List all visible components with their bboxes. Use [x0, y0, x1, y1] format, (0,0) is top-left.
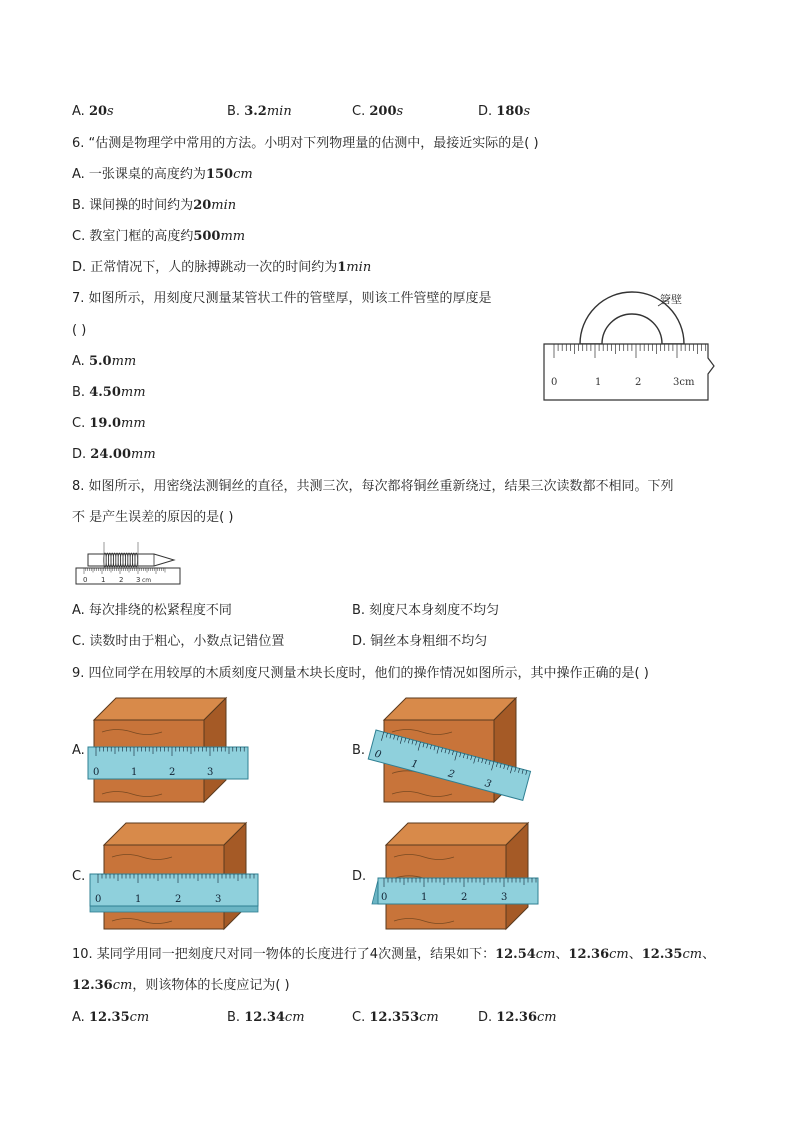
q9-ruler-tick-label: 1 [131, 767, 138, 778]
q9-label-d: D. [352, 869, 367, 884]
q9-ruler-tick-label: 3 [483, 778, 493, 791]
q6-option-d: D. 正常情况下，人的脉搏跳动一次的时间约为1min [72, 260, 372, 275]
q6-stem: 6. “估测是物理学中常用的方法。小明对下列物理量的估测中，最接近实际的是( ) [72, 136, 539, 151]
q8-tick-1: 1 [101, 576, 106, 584]
q7-label-guanbi: 管壁 [660, 293, 682, 306]
q9-figure-d [364, 820, 544, 934]
q8-copper-coil [104, 553, 138, 567]
q10-stem-line2: 12.36cm，则该物体的长度应记为( ) [72, 978, 290, 993]
q7-tick-0: 0 [551, 377, 558, 388]
q10-option-d: D. 12.36cm [478, 1010, 557, 1025]
q9-stem: 9. 四位同学在用较厚的木质刻度尺测量木块长度时，他们的操作情况如图所示，其中操作正确的是( ) [72, 666, 649, 681]
q9-label-b: B. [352, 743, 366, 758]
q10-option-c: C. 12.353cm [352, 1010, 439, 1025]
q5-option-b: B. 3.2min [227, 104, 292, 119]
q9-ruler-tick-label: 1 [410, 758, 420, 771]
q7-option-c: C. 19.0mm [72, 416, 146, 431]
q10-option-a: A. 12.35cm [72, 1010, 150, 1025]
q9-figure-a [84, 695, 254, 807]
q7-tick-2: 2 [635, 377, 642, 388]
q9-ruler-tick-label: 2 [175, 894, 182, 905]
q7-stem: 7. 如图所示，用刻度尺测量某管状工件的管壁厚，则该工件管壁的厚度是 [72, 291, 492, 306]
q9-label-c: C. [72, 869, 86, 884]
q7-option-b: B. 4.50mm [72, 385, 146, 400]
q8-tick-unit: cm [142, 577, 152, 584]
q6-option-b: B. 课间操的时间约为20min [72, 198, 237, 213]
q8-tick-0: 0 [83, 576, 88, 584]
q6-option-c: C. 教室门框的高度约500mm [72, 229, 246, 244]
q8-option-c: C. 读数时由于粗心，小数点记错位置 [72, 634, 285, 649]
q9-label-a: A. [72, 743, 85, 758]
q5-option-c: C. 200s [352, 104, 404, 119]
q9-ruler-tick-label: 0 [95, 894, 102, 905]
q7-tube-ruler-figure [540, 288, 720, 403]
q9-ruler-tick-label: 0 [93, 767, 100, 778]
q7-tick-1: 1 [595, 377, 602, 388]
q9-ruler-tick-label: 0 [381, 892, 388, 903]
q8-option-b: B. 刻度尺本身刻度不均匀 [352, 603, 500, 618]
q9-ruler-tick-label: 0 [373, 748, 383, 761]
q7-option-a: A. 5.0mm [72, 354, 137, 369]
q9-ruler-tick-label: 2 [461, 892, 468, 903]
q8-option-d: D. 铜丝本身粗细不均匀 [352, 634, 488, 649]
q9-ruler-tick-label: 3 [215, 894, 222, 905]
q9-ruler-tick-label: 2 [169, 767, 176, 778]
q8-coil-ruler-figure [74, 540, 184, 588]
q8-tick-3: 3 [136, 576, 141, 584]
q10-stem-line1: 10. 某同学用同一把刻度尺对同一物体的长度进行了4次测量，结果如下：12.54cm、12.36cm、12.35cm、 [72, 947, 716, 962]
q6-option-a: A. 一张课桌的高度约为150cm [72, 167, 253, 182]
q7-option-d: D. 24.00mm [72, 447, 156, 462]
q5-option-d: D. 180s [478, 104, 531, 119]
q7-paren: ( ) [72, 323, 87, 338]
q8-option-a: A. 每次排绕的松紧程度不同 [72, 603, 232, 618]
q9-ruler-tick-label: 2 [446, 768, 456, 781]
q8-stem-line1: 8. 如图所示，用密绕法测铜丝的直径，共测三次，每次都将铜丝重新绕过，结果三次读数都不相同。下列 [72, 479, 674, 494]
q10-option-b: B. 12.34cm [227, 1010, 305, 1025]
q7-tick-3: 3cm [673, 377, 695, 388]
q9-ruler-tick-label: 1 [421, 892, 428, 903]
q8-stem-line2: 不 是产生误差的原因的是( ) [72, 510, 234, 525]
q9-figure-c [84, 820, 264, 934]
q5-option-a: A. 20s [72, 104, 114, 119]
q9-figure-b [364, 695, 534, 807]
q8-tick-2: 2 [119, 576, 124, 584]
q9-ruler-tick-label: 3 [501, 892, 508, 903]
q9-ruler-tick-label: 1 [135, 894, 142, 905]
q9-ruler-tick-label: 3 [207, 767, 214, 778]
